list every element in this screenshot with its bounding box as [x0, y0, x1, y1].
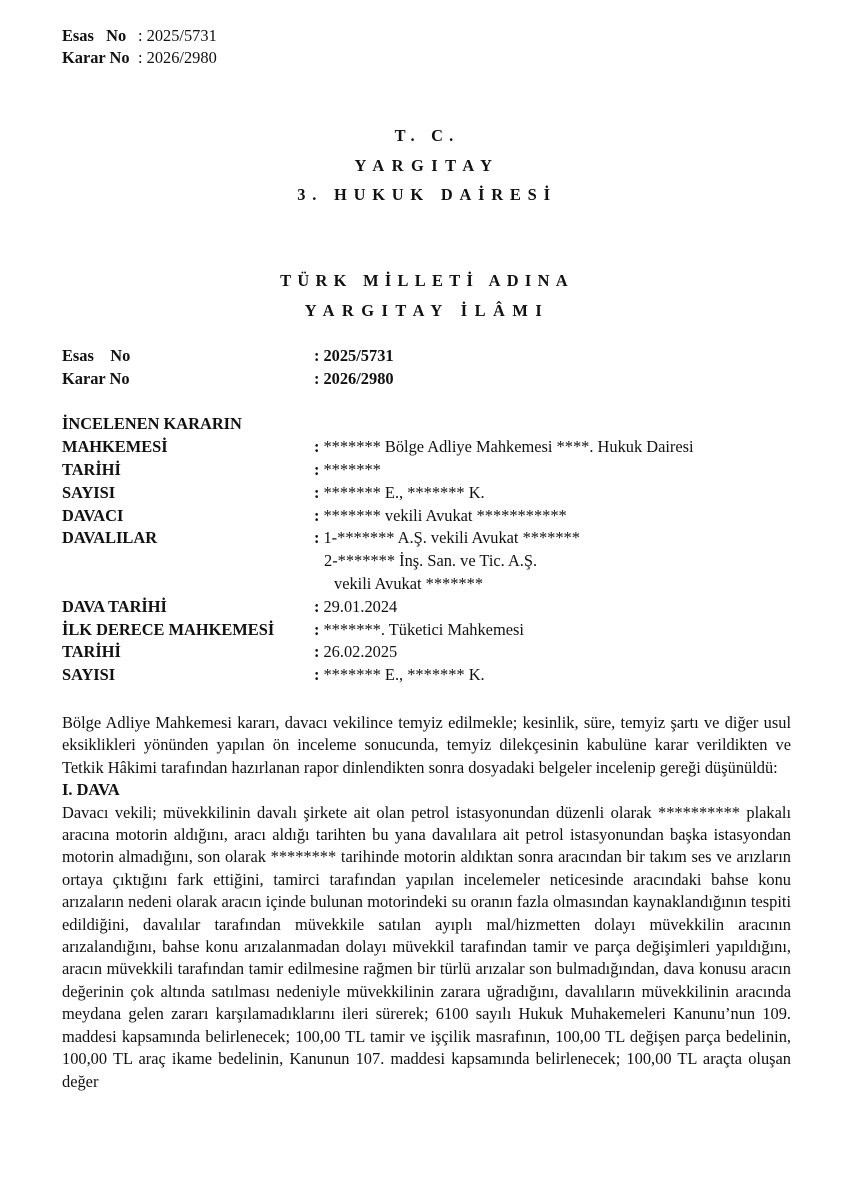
colon: : — [314, 346, 320, 365]
meta-dava-tarihi-label: DAVA TARİHİ — [62, 596, 167, 616]
meta-karar-value: 2026/2980 — [323, 368, 394, 388]
meta-tarihi-value: ******* — [323, 459, 381, 479]
colon: : — [314, 482, 320, 502]
meta-sayisi2-row — [62, 664, 802, 687]
document-body — [62, 712, 791, 1093]
corner-esas-value: : 2025/5731 — [138, 26, 217, 45]
colon: : — [314, 642, 320, 662]
case-metadata — [62, 345, 802, 687]
colon: : — [314, 459, 320, 479]
corner-esas-row — [62, 25, 217, 47]
meta-incelenen-label: İNCELENEN KARARIN — [62, 414, 242, 434]
case-reference-corner — [62, 25, 217, 70]
section-heading: I. DAVA — [62, 780, 120, 800]
header-court: YARGITAY — [354, 156, 500, 175]
section-paragraph: Davacı vekili; müvekkilinin davalı şirkete ait olan petrol istasyonundan düzenli olarak ********** plakalı aracına motorin aldığını, aracı aldığı tarihten bu yana davalılara ait petrol istasyonundan başka istasyondan motorin almadığını, son olarak ******** tarihinde motorin aldıktan sonra aracından bir takım ses ve arızların ortaya çıktığını fark ettiğini, tamirci tarafından yapılan incelemeler neticesinde aracındaki bahse konu arızaların nedeni olarak aracın içinde bulunan motorindeki su oranın fazla olmasından kaynaklandığının tespiti edildiğini, davalılar tarafından müvekkile satılan ayıplı mal/hizmetten dolayı müvekkilin aracının arızalandığını, bahse konu arızalanmadan dolayı müvekkil tarafından tamir ve parça değişimleri yapıldığını, aracın müvekkili tarafından tamir edilmesine rağmen bir türlü arızalar son bulmadığından, dava konusu aracın değerinin çok altında satılması nedeniyle müvekkilinin zarara uğradığını, davalıların müvekkilinin aracında meydana gelen zararı karşılamadıklarını ileri sürerek; 6100 sayılı Hukuk Muhakemeleri Kanunu’nun 109. maddesi kapsamında belirlenecek; 100,00 TL tamir ve işçilik masrafının, 100,00 TL değişen parça bedelinin, 100,00 TL araç ikame bedelinin, Kanunun 107. maddesi kapsamında belirlenecek; 100,00 TL araçta oluşan değer — [62, 802, 791, 1091]
meta-incelenen-row — [62, 413, 802, 436]
colon: : — [314, 368, 320, 388]
meta-davaci-value-wrap — [314, 505, 567, 528]
corner-esas-label: Esas No — [62, 26, 127, 45]
header-tc: T. C. — [394, 126, 460, 145]
spacer — [62, 391, 802, 414]
corner-karar-label: Karar No — [62, 48, 130, 68]
meta-dava-tarihi-value-wrap — [314, 596, 397, 619]
meta-dava-tarihi-value: 29.01.2024 — [323, 596, 398, 616]
colon: : — [314, 505, 320, 525]
meta-esas-value: 2025/5731 — [323, 346, 394, 365]
meta-davalilar-value-1: 1-******* A.Ş. vekili Avukat ******* — [323, 528, 580, 548]
meta-mahkemesi-value: ******* Bölge Adliye Mahkemesi ****. Hukuk Dairesi — [323, 437, 694, 457]
meta-tarihi-value-wrap — [314, 459, 381, 482]
meta-esas-label: Esas No — [62, 346, 131, 365]
meta-karar-row — [62, 368, 802, 391]
meta-sayisi2-value: ******* E., ******* K. — [323, 665, 485, 685]
meta-davalilar-value-wrap — [314, 527, 580, 550]
meta-davalilar-row — [62, 527, 802, 550]
meta-ilk-derece-value-wrap — [314, 619, 524, 642]
meta-esas-value-wrap — [314, 345, 394, 368]
meta-ilk-derece-value: *******. Tüketici Mahkemesi — [323, 619, 524, 639]
colon: : — [314, 528, 320, 548]
meta-sayisi-value: ******* E., ******* K. — [323, 482, 485, 502]
header-ilam: YARGITAY İLÂMI — [304, 301, 550, 320]
meta-tarihi-row — [62, 459, 802, 482]
meta-sayisi2-label: SAYISI — [62, 665, 116, 685]
colon: : — [314, 619, 320, 639]
meta-tarihi2-value-wrap — [314, 641, 397, 664]
meta-karar-value-wrap — [314, 368, 394, 391]
meta-sayisi-value-wrap — [314, 482, 485, 505]
meta-esas-row — [62, 345, 802, 368]
meta-davaci-label: DAVACI — [62, 505, 124, 525]
intro-paragraph: Bölge Adliye Mahkemesi kararı, davacı vekilince temyiz edilmekle; kesinlik, süre, temyiz şartı ve diğer usul eksiklikleri yönünden yapılan ön inceleme sonucunda, temyiz dilekçesinin kabulüne karar verildikten ve Tetkik Hâkimi tarafından hazırlanan rapor dinlendikten sonra dosyadaki belgeler incelenip gereği düşünüldü: — [62, 713, 791, 777]
meta-davalilar-value-2: 2-******* İnş. San. ve Tic. A.Ş. — [324, 551, 538, 571]
colon: : — [314, 596, 320, 616]
meta-sayisi-row — [62, 482, 802, 505]
meta-tarihi2-value: 26.02.2025 — [323, 642, 398, 662]
meta-mahkemesi-value-wrap — [314, 436, 694, 459]
meta-sayisi-label: SAYISI — [62, 482, 116, 502]
meta-tarihi2-label: TARİHİ — [62, 642, 121, 662]
header-chamber: 3. HUKUK DAİRESİ — [297, 185, 557, 204]
meta-davaci-row — [62, 505, 802, 528]
meta-tarihi2-row — [62, 641, 802, 664]
header-nation: TÜRK MİLLETİ ADINA — [280, 271, 574, 290]
corner-karar-value: : 2026/2980 — [138, 48, 217, 68]
corner-karar-row — [62, 47, 217, 69]
meta-mahkemesi-label: MAHKEMESİ — [62, 437, 168, 457]
meta-mahkemesi-row — [62, 436, 802, 459]
meta-ilk-derece-label: İLK DERECE MAHKEMESİ — [62, 619, 275, 639]
colon: : — [314, 437, 320, 457]
meta-davalilar-value-3: vekili Avukat ******* — [334, 573, 484, 593]
meta-davaci-value: ******* vekili Avukat *********** — [323, 505, 567, 525]
meta-dava-tarihi-row — [62, 596, 802, 619]
meta-tarihi-label: TARİHİ — [62, 459, 121, 479]
meta-ilk-derece-row — [62, 619, 802, 642]
meta-karar-label: Karar No — [62, 368, 130, 388]
colon: : — [314, 665, 320, 685]
meta-sayisi2-value-wrap — [314, 664, 485, 687]
meta-davalilar-label: DAVALILAR — [62, 528, 158, 548]
